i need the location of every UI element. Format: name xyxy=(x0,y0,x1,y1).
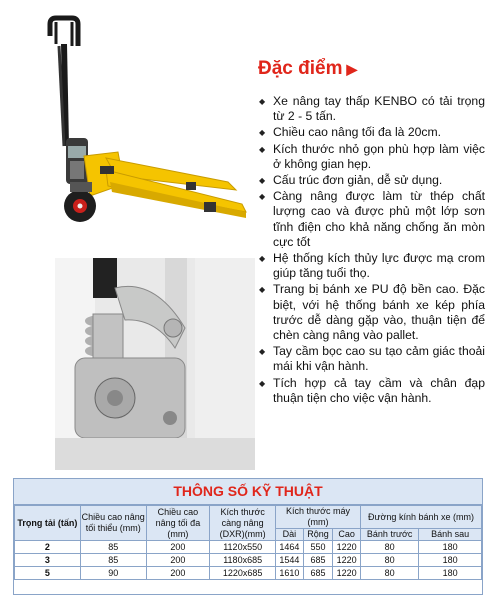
table-cell: 1220 xyxy=(333,541,361,554)
diamond-bullet-icon: ◆ xyxy=(259,285,266,295)
feature-text: Chiều cao nâng tối đa là 20cm. xyxy=(273,125,442,140)
header-max-height: Chiều cao nâng tối đa (mm) xyxy=(146,506,210,541)
table-cell: 1180x685 xyxy=(210,554,276,567)
table-row xyxy=(15,554,482,567)
feature-item xyxy=(259,251,485,281)
table-cell: 85 xyxy=(80,554,146,567)
table-cell: 180 xyxy=(419,541,482,554)
header-machine-size: Kích thước máy (mm) xyxy=(276,506,361,529)
diamond-bullet-icon: ◆ xyxy=(259,144,266,154)
table-cell: 3 xyxy=(15,554,81,567)
feature-text: Càng nâng được làm từ thép chất lượng cao và được phủ một lớp sơn tĩnh điện cho khả năng chống ăn mòn cực tốt xyxy=(273,189,485,249)
header-rear-wheel: Bánh sau xyxy=(419,529,482,541)
feature-item xyxy=(259,125,485,140)
feature-item xyxy=(259,344,485,374)
table-cell: 80 xyxy=(360,554,418,567)
table-cell: 1220 xyxy=(333,567,361,580)
feature-text: Tay cầm bọc cao su tạo cảm giác thoải mái khi vận hành. xyxy=(273,344,485,374)
feature-text: Tích hợp cả tay cầm và chân đạp thuận tiện cho việc vận hành. xyxy=(273,375,485,405)
header-load: Trọng tải (tấn) xyxy=(15,506,81,541)
diamond-bullet-icon: ◆ xyxy=(259,192,266,202)
table-cell: 80 xyxy=(360,541,418,554)
table-cell: 85 xyxy=(80,541,146,554)
header-length: Dài xyxy=(276,529,304,541)
feature-text: Cấu trúc đơn giản, dễ sử dụng. xyxy=(273,173,443,188)
feature-item xyxy=(259,94,485,124)
table-cell: 1610 xyxy=(276,567,304,580)
table-cell: 180 xyxy=(419,567,482,580)
header-width: Rộng xyxy=(303,529,333,541)
header-front-wheel: Bánh trước xyxy=(360,529,418,541)
table-cell: 1220x685 xyxy=(210,567,276,580)
diamond-bullet-icon: ◆ xyxy=(259,97,266,106)
table-cell: 2 xyxy=(15,541,81,554)
specs-table-body xyxy=(15,541,482,580)
table-cell: 180 xyxy=(419,554,482,567)
play-arrow-icon: ▶ xyxy=(346,61,358,77)
diamond-bullet-icon: ◆ xyxy=(259,128,266,138)
feature-item xyxy=(259,376,485,406)
table-cell: 1220 xyxy=(333,554,361,567)
feature-item xyxy=(259,189,485,250)
features-list xyxy=(259,94,485,407)
diamond-bullet-icon: ◆ xyxy=(259,254,266,264)
pump-mechanism-image xyxy=(55,258,255,470)
table-cell: 90 xyxy=(80,567,146,580)
table-cell: 200 xyxy=(146,567,210,580)
header-fork-size: Kích thước càng nâng (DXR)(mm) xyxy=(210,506,276,541)
specs-title: THÔNG SỐ KỸ THUẬT xyxy=(14,479,482,505)
feature-item xyxy=(259,142,485,172)
feature-text: Kích thước nhỏ gọn phù hợp làm việc ở không gian hẹp. xyxy=(273,141,485,171)
diamond-bullet-icon: ◆ xyxy=(259,347,266,357)
table-cell: 1120x550 xyxy=(210,541,276,554)
table-cell: 1464 xyxy=(276,541,304,554)
table-row xyxy=(15,567,482,580)
table-cell: 200 xyxy=(146,554,210,567)
specs-table-panel xyxy=(13,478,483,595)
feature-item xyxy=(259,173,485,188)
table-cell: 200 xyxy=(146,541,210,554)
specs-table xyxy=(14,505,482,580)
diamond-bullet-icon: ◆ xyxy=(259,378,266,388)
table-cell: 685 xyxy=(303,554,333,567)
table-row xyxy=(15,541,482,554)
table-cell: 80 xyxy=(360,567,418,580)
feature-text: Xe nâng tay thấp KENBO có tải trọng từ 2 - 5 tấn. xyxy=(273,94,485,124)
diamond-bullet-icon: ◆ xyxy=(259,176,266,186)
features-heading xyxy=(258,58,357,80)
feature-item xyxy=(259,282,485,343)
table-cell: 1544 xyxy=(276,554,304,567)
header-wheel-diameter: Đường kính bánh xe (mm) xyxy=(360,506,481,529)
pallet-truck-image xyxy=(6,6,254,244)
header-min-height: Chiều cao nâng tối thiểu (mm) xyxy=(80,506,146,541)
features-title: Đặc điểm xyxy=(258,58,343,79)
feature-text: Hệ thống kích thủy lực được mạ crom giúp tăng tuổi thọ. xyxy=(273,251,485,281)
header-height: Cao xyxy=(333,529,361,541)
table-cell: 550 xyxy=(303,541,333,554)
feature-text: Trang bị bánh xe PU độ bền cao. Đặc biệt, với hệ thống bánh xe kép phía trước dễ dàng gặp vào, thuận tiện để chèn càng nâng vào pallet. xyxy=(273,282,485,343)
table-cell: 685 xyxy=(303,567,333,580)
table-cell: 5 xyxy=(15,567,81,580)
